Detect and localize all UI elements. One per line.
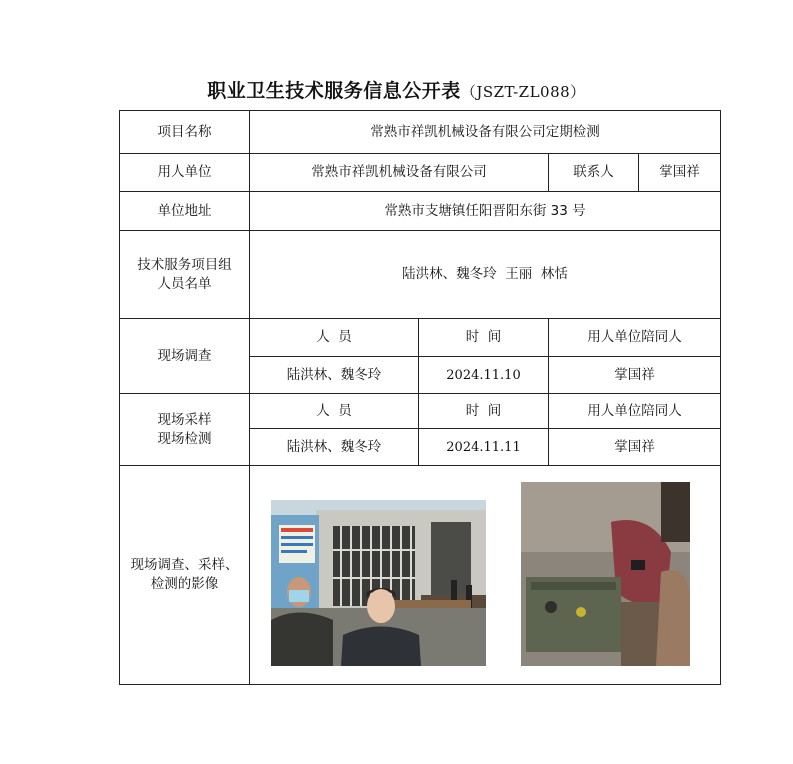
project-name-value: 常熟市祥凯机械设备有限公司定期检测 <box>250 111 721 154</box>
survey-header-escort: 用人单位陪同人 <box>549 319 721 357</box>
survey-header-personnel: 人 员 <box>250 319 419 357</box>
table-row <box>120 231 721 319</box>
team-label-line1: 技术服务项目组 <box>137 256 232 273</box>
images-label <box>120 466 250 685</box>
sampling-header-time: 时 间 <box>419 394 549 429</box>
survey-escort: 掌国祥 <box>549 357 721 394</box>
title-code: （JSZT-ZL088） <box>460 83 586 101</box>
images-cell <box>250 466 721 685</box>
sampling-header-escort: 用人单位陪同人 <box>549 394 721 429</box>
sampling-personnel: 陆洪林、魏冬玲 <box>250 429 419 466</box>
contact-label: 联系人 <box>549 154 639 192</box>
images-label-line1: 现场调查、采样、 <box>130 557 239 573</box>
sampling-label-line1: 现场采样 <box>157 411 212 428</box>
title-text: 职业卫生技术服务信息公开表 <box>207 80 461 102</box>
sampling-label <box>120 394 250 466</box>
survey-header-time: 时 间 <box>419 319 549 357</box>
survey-label: 现场调查 <box>120 319 250 394</box>
team-label-line2: 人员名单 <box>157 275 212 292</box>
project-name-label: 项目名称 <box>120 111 250 154</box>
page-title <box>0 76 793 103</box>
contact-value: 掌国祥 <box>639 154 721 192</box>
table-row <box>120 192 721 231</box>
sampling-time: 2024.11.11 <box>419 429 549 466</box>
table-row <box>120 394 721 429</box>
address-label: 单位地址 <box>120 192 250 231</box>
employer-label: 用人单位 <box>120 154 250 192</box>
survey-personnel: 陆洪林、魏冬玲 <box>250 357 419 394</box>
table-row <box>120 319 721 357</box>
images-label-line2: 检测的影像 <box>150 576 219 592</box>
sampling-escort: 掌国祥 <box>549 429 721 466</box>
photo-welding <box>521 482 690 666</box>
table-row <box>120 111 721 154</box>
sampling-header-personnel: 人 员 <box>250 394 419 429</box>
employer-value: 常熟市祥凯机械设备有限公司 <box>250 154 549 192</box>
team-value: 陆洪林、魏冬玲 王丽 林恬 <box>250 231 721 319</box>
survey-time: 2024.11.10 <box>419 357 549 394</box>
table-row <box>120 466 721 685</box>
address-value: 常熟市支塘镇任阳晋阳东街 33 号 <box>250 192 721 231</box>
info-table <box>119 110 721 685</box>
photo-two-people <box>271 500 486 666</box>
team-label <box>120 231 250 319</box>
sampling-label-line2: 现场检测 <box>157 430 212 447</box>
table-row <box>120 154 721 192</box>
